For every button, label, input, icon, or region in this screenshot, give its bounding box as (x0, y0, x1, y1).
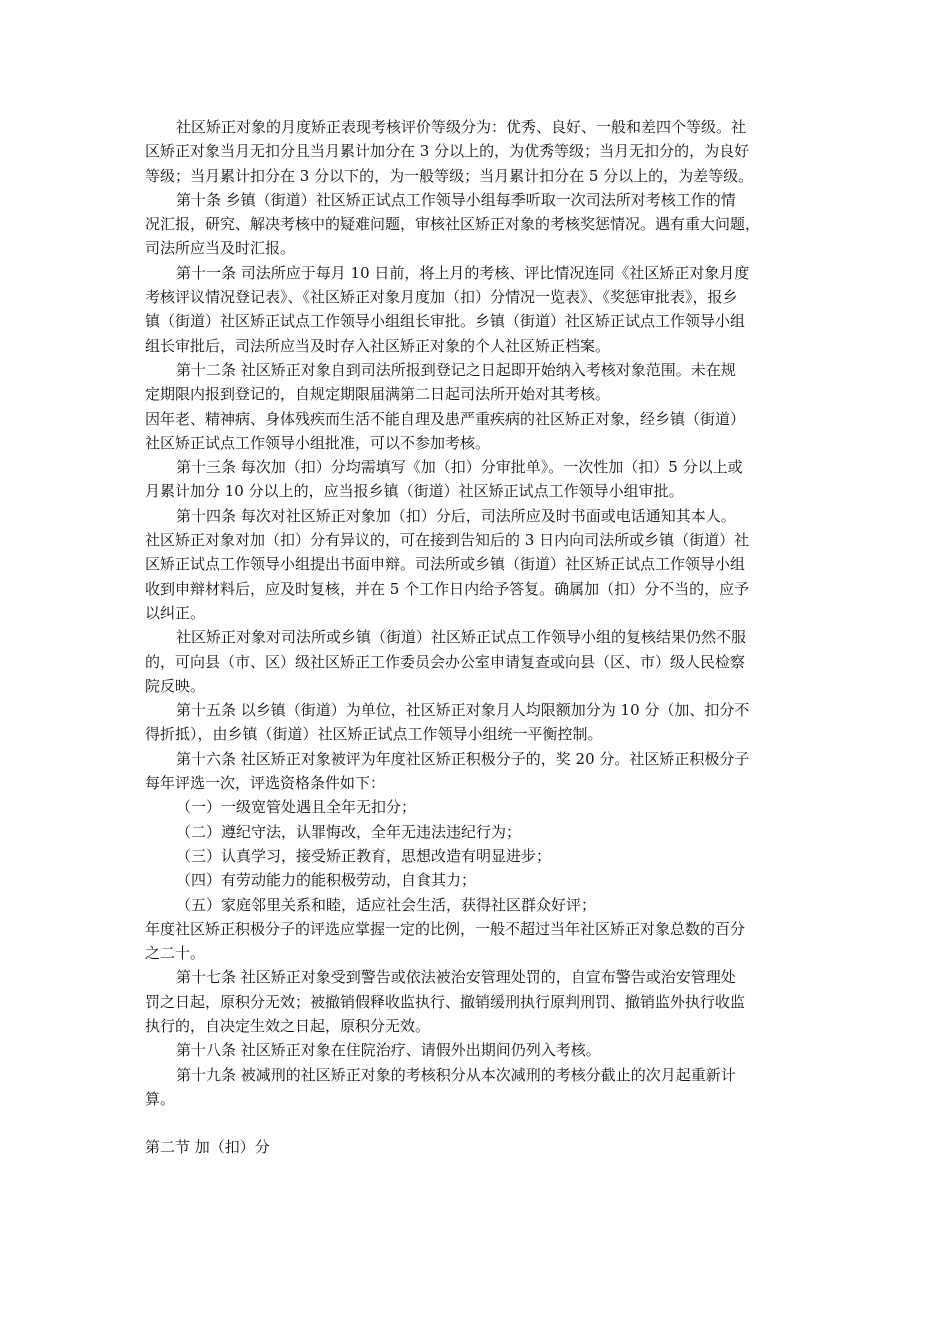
text-line: 区矫正试点工作领导小组提出书面申辩。司法所或乡镇（街道）社区矫正试点工作领导小组 (145, 555, 746, 574)
document-page (145, 115, 810, 1160)
text-line: 第十条 乡镇（街道）社区矫正试点工作领导小组每季听取一次司法所对考核工作的情 (176, 190, 736, 209)
paragraph-article-14-objection (145, 528, 810, 625)
eligibility-list (145, 795, 810, 916)
paragraph-article-15 (145, 698, 810, 747)
text-line: 第十八条 社区矫正对象在住院治疗、请假外出期间仍列入考核。 (176, 1041, 601, 1060)
list-item: （三）认真学习，接受矫正教育，思想改造有明显进步； (176, 846, 552, 865)
text-line: 第十三条 每次加（扣）分均需填写《加（扣）分审批单》。一次性加（扣）5 分以上或 (176, 458, 743, 477)
text-line: 算。 (145, 1089, 176, 1108)
paragraph-article-11 (145, 261, 810, 358)
list-item: （五）家庭邻里关系和睦，适应社会生活，获得社区群众好评； (176, 895, 597, 914)
paragraph-article-13 (145, 455, 810, 504)
text-line: 第十四条 每次对社区矫正对象加（扣）分后，司法所应及时书面或电话通知其本人。 (176, 506, 736, 525)
text-line: 第十六条 社区矫正对象被评为年度社区矫正积极分子的，奖 20 分。社区矫正积极分子 (176, 749, 750, 768)
text-line: 社区矫正试点工作领导小组批准，可以不参加考核。 (145, 433, 491, 452)
text-line: 第十一条 司法所应于每月 10 日前，将上月的考核、评比情况连同《社区矫正对象月度 (176, 263, 750, 282)
paragraph-article-16-quota (145, 917, 810, 966)
text-line: 第十七条 社区矫正对象受到警告或依法被治安管理处罚的，自宣布警告或治安管理处 (176, 968, 736, 987)
text-line: 考核评议情况登记表》、《社区矫正对象月度加（扣）分情况一览表》、《奖惩审批表》，报乡 (145, 288, 738, 307)
list-item: （一）一级宽管处遇且全年无扣分； (176, 798, 417, 817)
paragraph-article-17 (145, 965, 810, 1038)
list-item: （二）遵纪守法，认罪悔改，全年无违法违纪行为； (176, 822, 522, 841)
text-line: 组长审批后，司法所应当及时存入社区矫正对象的个人社区矫正档案。 (145, 336, 611, 355)
blank-line (145, 1111, 810, 1135)
paragraph-article-19 (145, 1063, 810, 1112)
paragraph-article-14 (145, 504, 810, 528)
text-line: 每年评选一次，评选资格条件如下： (145, 774, 386, 793)
text-line: 等级；当月累计扣分在 3 分以下的，为一般等级；当月累计扣分在 5 分以上的，为差等级。 (145, 166, 754, 185)
text-line: 之二十。 (145, 944, 206, 963)
paragraph-article-18 (145, 1038, 810, 1062)
paragraph-article-16 (145, 747, 810, 796)
text-line: 况汇报，研究、解决考核中的疑难问题，审核社区矫正对象的考核奖惩情况。遇有重大问题， (145, 215, 761, 234)
text-line: 镇（街道）社区矫正试点工作领导小组组长审批。乡镇（街道）社区矫正试点工作领导小组 (145, 312, 746, 331)
text-line: 第十二条 社区矫正对象自到司法所报到登记之日起即开始纳入考核对象范围。未在规 (176, 360, 736, 379)
text-line: 执行的，自决定生效之日起，原积分无效。 (145, 1016, 431, 1035)
text-line: 月累计加分 10 分以上的，应当报乡镇（街道）社区矫正试点工作领导小组审批。 (145, 482, 684, 501)
text-line: 社区矫正对象的月度矫正表现考核评价等级分为：优秀、良好、一般和差四个等级。社 (176, 118, 747, 136)
text-line: 区矫正对象当月无扣分且当月累计加分在 3 分以上的，为优秀等级；当月无扣分的，为良好 (145, 142, 750, 161)
paragraph-article-10 (145, 188, 810, 261)
text-line: 年度社区矫正积极分子的评选应掌握一定的比例，一般不超过当年社区矫正对象总数的百分 (145, 919, 746, 938)
text-line: 第十九条 被减刑的社区矫正对象的考核积分从本次减刑的考核分截止的次月起重新计 (176, 1065, 736, 1084)
section-heading: 第二节 加（扣）分 (145, 1138, 270, 1157)
text-line: 罚之日起，原积分无效；被撤销假释收监执行、撤销缓刑执行原判刑罚、撤销监外执行收监 (145, 992, 746, 1011)
list-item: （四）有劳动能力的能积极劳动，自食其力； (176, 871, 477, 890)
text-line: 院反映。 (145, 676, 206, 695)
text-line: 社区矫正对象对加（扣）分有异议的，可在接到告知后的 3 日内向司法所或乡镇（街道）社 (145, 531, 750, 550)
text-line: 得折抵），由乡镇（街道）社区矫正试点工作领导小组统一平衡控制。 (145, 725, 603, 744)
paragraph-article-12-exemption (145, 407, 810, 456)
text-line: 社区矫正对象对司法所或乡镇（街道）社区矫正试点工作领导小组的复核结果仍然不服 (176, 628, 747, 647)
text-line: 的，可向县（市、区）级社区矫正工作委员会办公室申请复查或向县（区、市）级人民检察 (145, 652, 746, 671)
text-line: 收到申辩材料后，应及时复核，并在 5 个工作日内给予答复。确属加（扣）分不当的，应予 (145, 579, 750, 598)
text-line: 定期限内报到登记的，自规定期限届满第二日起司法所开始对其考核。 (145, 385, 611, 404)
paragraph-article-12 (145, 358, 810, 407)
text-line: 司法所应当及时汇报。 (145, 239, 296, 258)
text-line: 第十五条 以乡镇（街道）为单位，社区矫正对象月人均限额加分为 10 分（加、扣分不 (176, 701, 750, 720)
paragraph-article-14-review (145, 625, 810, 698)
text-line: 以纠正。 (145, 603, 206, 622)
paragraph-rating-levels (145, 115, 810, 188)
text-line: 因年老、精神病、身体残疾而生活不能自理及患严重疾病的社区矫正对象，经乡镇（街道） (145, 409, 746, 428)
